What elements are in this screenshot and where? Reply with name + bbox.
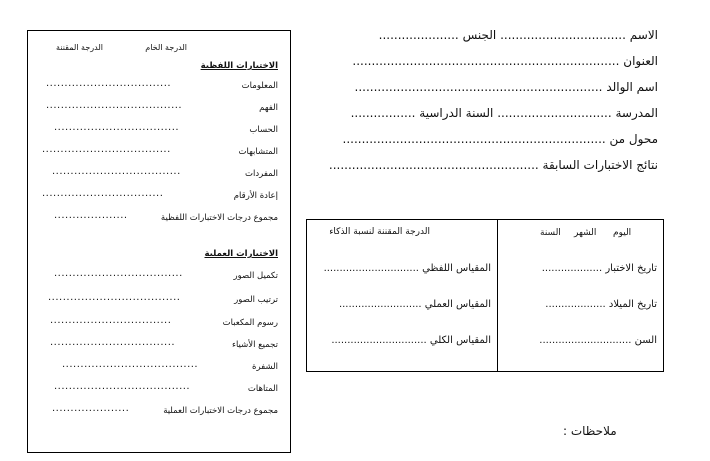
name-blank[interactable]: ................................. [500,28,626,42]
performance-label: رسوم المكعبات [222,318,278,328]
day-header: اليوم [613,228,632,238]
referred-row [343,132,659,146]
performance-row-mazes [28,381,278,398]
grade-label: السنة الدراسية [419,106,494,120]
full-scale-row [331,335,491,346]
verbal-scale-row [324,263,491,274]
iq-header: الدرجة المقننة لنسبة الذكاء [329,227,430,237]
answer-blank[interactable]: ..................................... [46,100,183,111]
performance-row-total [28,403,278,420]
verbal-row-total [28,210,278,227]
verbal-row-vocabulary [28,166,278,183]
verbal-row-similarities [28,144,278,161]
box-divider [497,220,498,371]
answer-blank[interactable]: ..................................... [62,359,199,370]
age-row [539,335,657,346]
performance-scale-row [339,299,491,310]
answer-blank[interactable]: ..................................... [54,381,191,392]
prev-results-label: نتائج الاختبارات السابقة [542,158,658,172]
performance-label: الشفرة [252,362,278,372]
verbal-label: الفهم [259,103,278,113]
parent-blank[interactable]: ................................................................. [354,80,603,94]
performance-row-picture-completion [28,268,278,285]
full-scale-blank[interactable]: .............................. [331,335,427,346]
test-date-label: تاريخ الاختبار [605,263,657,274]
answer-blank[interactable]: .................................. [54,122,180,133]
grade-blank[interactable]: ................. [350,106,416,120]
answer-blank[interactable]: ................................. [50,315,172,326]
performance-label: ترتيب الصور [234,295,278,305]
birth-date-row [545,299,657,310]
performance-row-picture-arrangement [28,292,278,309]
performance-label: المتاهات [247,384,278,394]
verbal-tests-title: الاختبارات اللفظية [200,61,278,71]
gender-blank[interactable]: ..................... [378,28,459,42]
answer-blank[interactable]: ................................... [54,268,183,279]
score-box [306,219,664,372]
verbal-label: المتشابهات [238,147,278,157]
raw-score-header: الدرجة الخام [145,43,187,52]
verbal-label: المعلومات [241,81,278,91]
verbal-label: مجموع درجات الاختبارات اللفظية [160,213,278,223]
verbal-label: إعادة الأرقام [233,191,278,201]
year-header: السنة [540,228,561,238]
performance-row-object-assembly [28,337,278,354]
age-blank[interactable]: ............................. [539,335,632,346]
age-label: السن [634,335,657,346]
gender-label: الجنس [462,28,497,42]
answer-blank[interactable]: ..................... [52,403,130,414]
birth-date-blank[interactable]: ................... [545,299,606,310]
address-row [352,54,658,68]
answer-blank[interactable]: ................................... [42,144,171,155]
performance-label: تكميل الصور [233,271,278,281]
test-date-blank[interactable]: ................... [541,263,603,274]
address-blank[interactable]: ...................................................................... [352,54,620,68]
verbal-row-arithmetic [28,122,278,139]
address-label: العنوان [623,54,658,68]
scaled-score-header: الدرجة المقننة [56,43,103,52]
score-sheet-panel [27,30,291,453]
full-scale-label: المقياس الكلي [429,335,491,346]
performance-label: مجموع درجات الاختبارات العملية [163,406,278,416]
prev-results-row [329,158,658,172]
school-blank[interactable]: .............................. [497,106,612,120]
performance-row-block-design [28,315,278,332]
answer-blank[interactable]: ................................. [42,188,164,199]
verbal-label: المفردات [244,169,278,179]
verbal-label: الحساب [249,125,278,135]
name-gender-row [379,28,658,42]
answer-blank[interactable]: ................................... [52,166,181,177]
prev-results-blank[interactable]: ....................................................... [328,158,539,172]
referred-label: محول من [609,132,658,146]
performance-scale-blank[interactable]: .......................... [338,299,422,310]
answer-blank[interactable]: .................................. [46,78,172,89]
test-date-row [542,263,657,274]
referred-blank[interactable]: ..................................................................... [342,132,606,146]
verbal-row-information [28,78,278,95]
verbal-row-comprehension [28,100,278,117]
school-grade-row [351,106,658,120]
answer-blank[interactable]: .................... [54,210,128,221]
performance-row-coding [28,359,278,376]
name-label: الاسم [629,28,658,42]
month-header: الشهر [574,228,597,238]
verbal-scale-label: المقياس اللفظي [422,263,491,274]
birth-date-label: تاريخ الميلاد [608,299,657,310]
performance-scale-label: المقياس العملي [424,299,491,310]
parent-row [355,80,658,94]
verbal-row-digit-span [28,188,278,205]
performance-tests-title: الاختبارات العملية [204,249,278,259]
verbal-scale-blank[interactable]: .............................. [323,263,419,274]
performance-label: تجميع الأشياء [231,340,278,350]
answer-blank[interactable]: .................................... [48,292,181,303]
answer-blank[interactable]: .................................. [50,337,176,348]
school-label: المدرسة [615,106,658,120]
notes-label: ملاحظات : [563,424,617,438]
parent-label: اسم الوالد [606,80,658,94]
